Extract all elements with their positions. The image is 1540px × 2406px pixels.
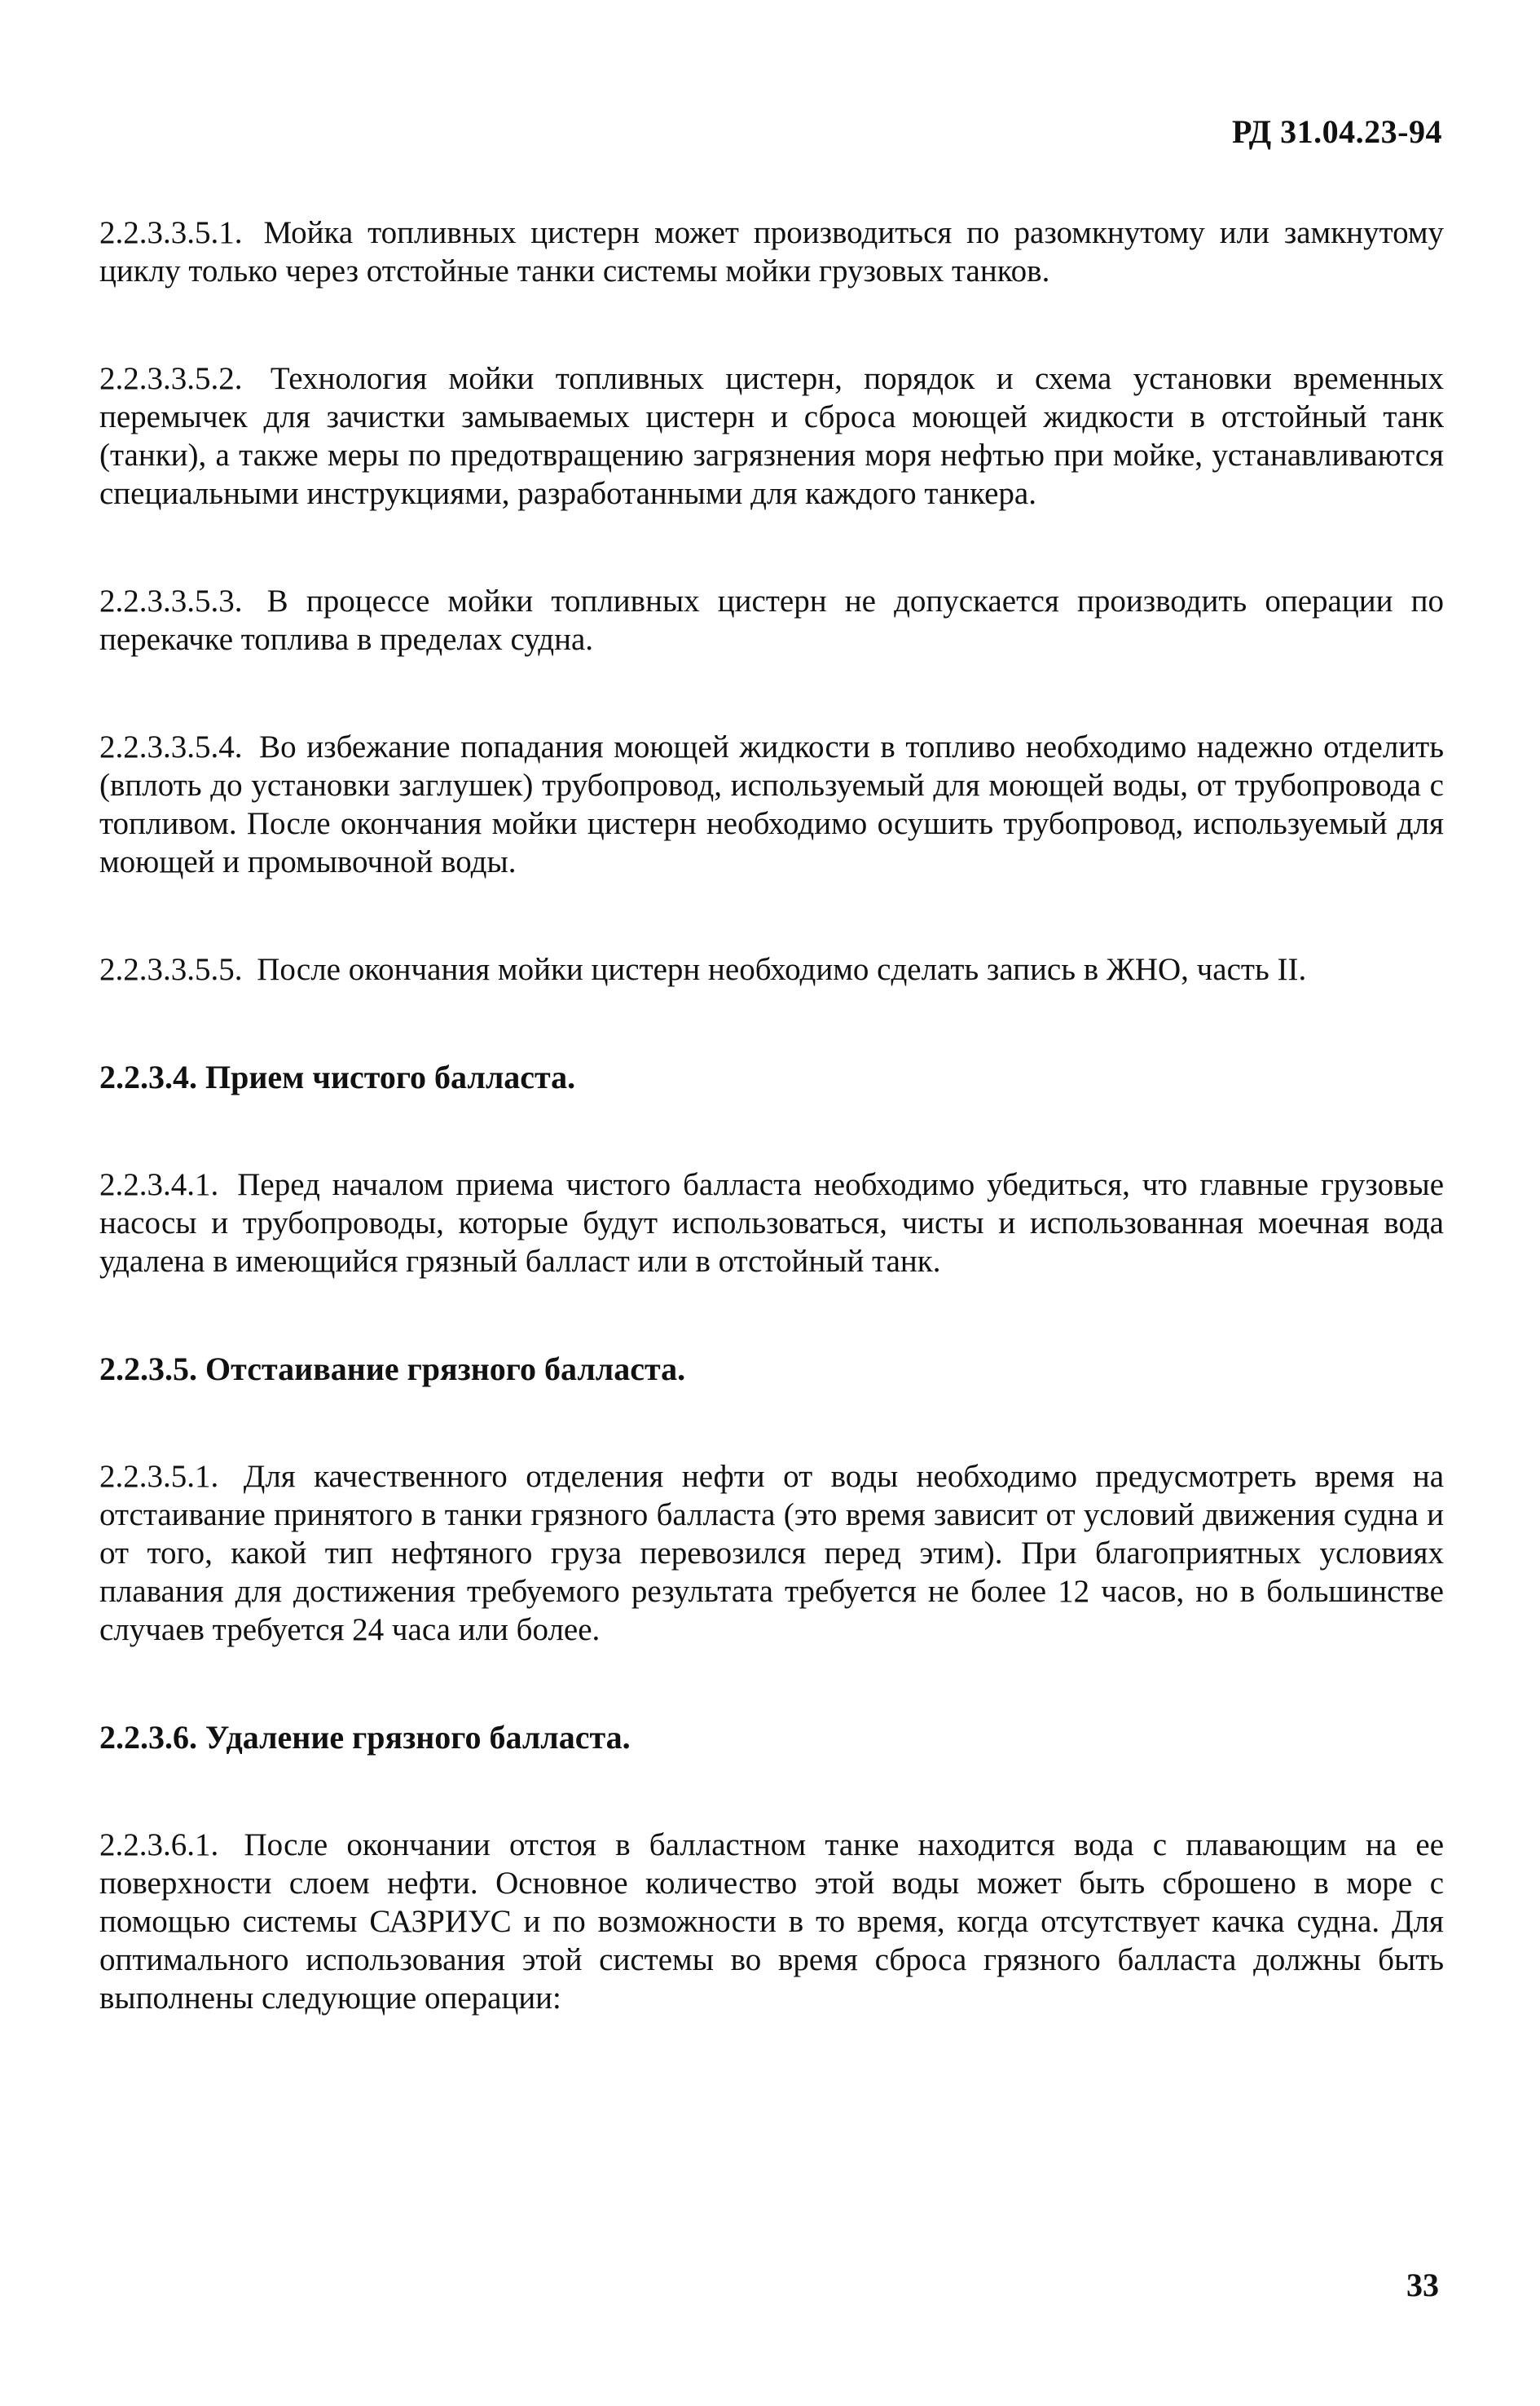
paragraph-2-2-3-3-5-1 [99, 214, 1444, 290]
section-title: Удаление грязного балласта. [205, 1719, 631, 1756]
paragraph-2-2-3-3-5-5 [99, 950, 1444, 989]
section-number: 2.2.3.6. [99, 1719, 197, 1756]
paragraph-2-2-3-4-1 [99, 1166, 1444, 1280]
paragraph-2-2-3-5-1 [99, 1457, 1444, 1649]
paragraph-text: Для качественного отделения нефти от воды необходимо предусмотреть время на отстаивание принятого в танки грязного балласта (это время зависит от условий движения судна и от того, какой тип нефтяного груза перевозился перед этим). При благоприятных условиях плавания для достижения требуемого результата требуется не более 12 часов, но в большинстве случаев требуется 24 часа или более. [99, 1459, 1445, 1647]
paragraph-text: После окончании отстоя в балластном танке находится вода с плавающим на ее поверхности слоем нефти. Основное количество этой воды может быть сброшено в море с помощью системы САЗРИУС и по возможности в то время, когда отсутствует качка судна. Для оптимального использования этой системы во время сброса грязного балласта должны быть выполнены следующие операции: [99, 1827, 1444, 2016]
section-number: 2.2.3.5. [99, 1351, 197, 1387]
paragraph-number: 2.2.3.6.1. [99, 1827, 219, 1862]
section-title: Прием чистого балласта. [205, 1059, 576, 1095]
paragraph-text: В процессе мойки топливных цистерн не допускается производить операции по перекачке топлива в пределах судна. [99, 584, 1445, 657]
paragraph-number: 2.2.3.3.5.5. [99, 952, 243, 987]
paragraph-number: 2.2.3.3.5.2. [99, 361, 243, 396]
paragraph-number: 2.2.3.3.5.3. [99, 584, 243, 619]
paragraph-text: После окончания мойки цистерн необходимо сделать запись в ЖНО, часть II. [257, 952, 1307, 987]
document-body [99, 214, 1444, 2087]
paragraph-2-2-3-3-5-4 [99, 728, 1444, 881]
page-number: 33 [1406, 2267, 1439, 2303]
paragraph-2-2-3-3-5-3 [99, 582, 1444, 659]
paragraph-text: Во избежание попадания моющей жидкости в топливо необходимо надежно отделить (вплоть до установки заглушек) трубопровод, используемый для моющей воды, от трубопровода с топливом. После окончания мойки цистерн необходимо осушить трубопровод, используемый для моющей и промывочной воды. [99, 729, 1445, 879]
section-number: 2.2.3.4. [99, 1059, 197, 1095]
paragraph-text: Перед началом приема чистого балласта необходимо убедиться, что главные грузовые насосы и трубопроводы, которые будут использоваться, чисты и использованная моечная вода удалена в имеющийся грязный балласт или в отстойный танк. [99, 1167, 1445, 1279]
paragraph-number: 2.2.3.3.5.4. [99, 729, 243, 765]
paragraph-number: 2.2.3.5.1. [99, 1459, 219, 1494]
paragraph-text: Технология мойки топливных цистерн, порядок и схема установки временных перемычек для зачистки замываемых цистерн и сброса моющей жидкости в отстойный танк (танки), а также меры по предотвращению загрязнения моря нефтью при мойке, устанавливаются специальными инструкциями, разработанными для каждого танкера. [99, 361, 1445, 511]
paragraph-2-2-3-3-5-2 [99, 359, 1444, 513]
paragraph-text: Мойка топливных цистерн может производиться по разомкнутому или замкнутому циклу только через отстойные танки системы мойки грузовых танков. [99, 215, 1445, 289]
section-heading-2-2-3-6 [99, 1718, 1444, 1756]
section-title: Отстаивание грязного балласта. [205, 1351, 686, 1387]
paragraph-number: 2.2.3.3.5.1. [99, 215, 243, 250]
section-heading-2-2-3-5 [99, 1350, 1444, 1388]
paragraph-2-2-3-6-1 [99, 1826, 1444, 2017]
paragraph-number: 2.2.3.4.1. [99, 1167, 219, 1202]
document-code: РД 31.04.23-94 [1232, 113, 1442, 150]
section-heading-2-2-3-4 [99, 1058, 1444, 1096]
